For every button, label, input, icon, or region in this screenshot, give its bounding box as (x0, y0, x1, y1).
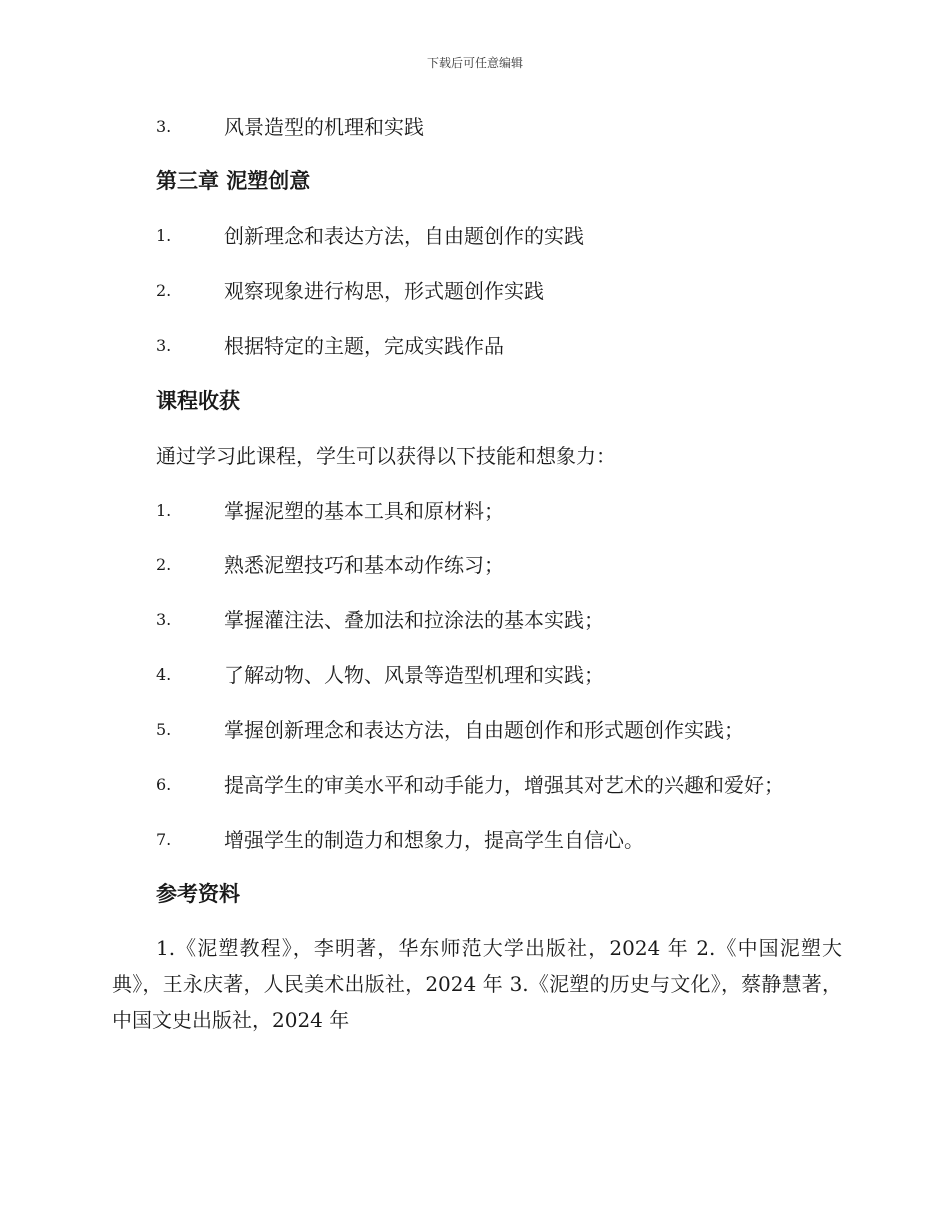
list-item-number: 1. (156, 226, 172, 245)
list-item-text: 风景造型的机理和实践 (224, 115, 424, 139)
list-item-number: 4. (156, 665, 172, 684)
list-item-number: 1. (156, 501, 172, 520)
list-item-number: 6. (156, 775, 172, 794)
list-item-number: 7. (156, 830, 172, 849)
list-item-text: 掌握泥塑的基本工具和原材料； (224, 499, 504, 523)
list-item-text: 掌握灌注法、叠加法和拉涂法的基本实践； (224, 608, 604, 632)
list-item-number: 5. (156, 720, 172, 739)
outcomes-intro: 通过学习此课程，学生可以获得以下技能和想象力： (156, 444, 616, 468)
list-item-text: 提高学生的审美水平和动手能力，增强其对艺术的兴趣和爱好； (224, 773, 784, 797)
list-item-text: 增强学生的制造力和想象力，提高学生自信心。 (224, 828, 644, 852)
list-item-text: 根据特定的主题，完成实践作品 (224, 334, 504, 358)
references-paragraph: 1.《泥塑教程》，李明著，华东师范大学出版社，2024 年 2.《中国泥塑大典》，王永庆著，人民美术出版社，2024 年 3.《泥塑的历史与文化》，蔡静慧著，中国文史出版社，2024 年 (112, 936, 842, 1032)
list-item-number: 3. (156, 117, 172, 136)
list-item-text: 熟悉泥塑技巧和基本动作练习； (224, 553, 504, 577)
list-item-text: 观察现象进行构思，形式题创作实践 (224, 279, 544, 303)
list-item-number: 2. (156, 555, 172, 574)
list-item-text: 掌握创新理念和表达方法，自由题创作和形式题创作实践； (224, 718, 744, 742)
list-item-text: 了解动物、人物、风景等造型机理和实践； (224, 663, 604, 687)
list-item-number: 2. (156, 281, 172, 300)
section-heading-chapter3: 第三章 泥塑创意 (156, 169, 311, 193)
page-header: 下载后可任意编辑 (426, 56, 523, 70)
section-heading-outcomes: 课程收获 (156, 389, 240, 413)
list-item-text: 创新理念和表达方法，自由题创作的实践 (224, 224, 584, 248)
section-heading-references: 参考资料 (156, 882, 240, 906)
list-item-number: 3. (156, 610, 172, 629)
list-item-number: 3. (156, 336, 172, 355)
